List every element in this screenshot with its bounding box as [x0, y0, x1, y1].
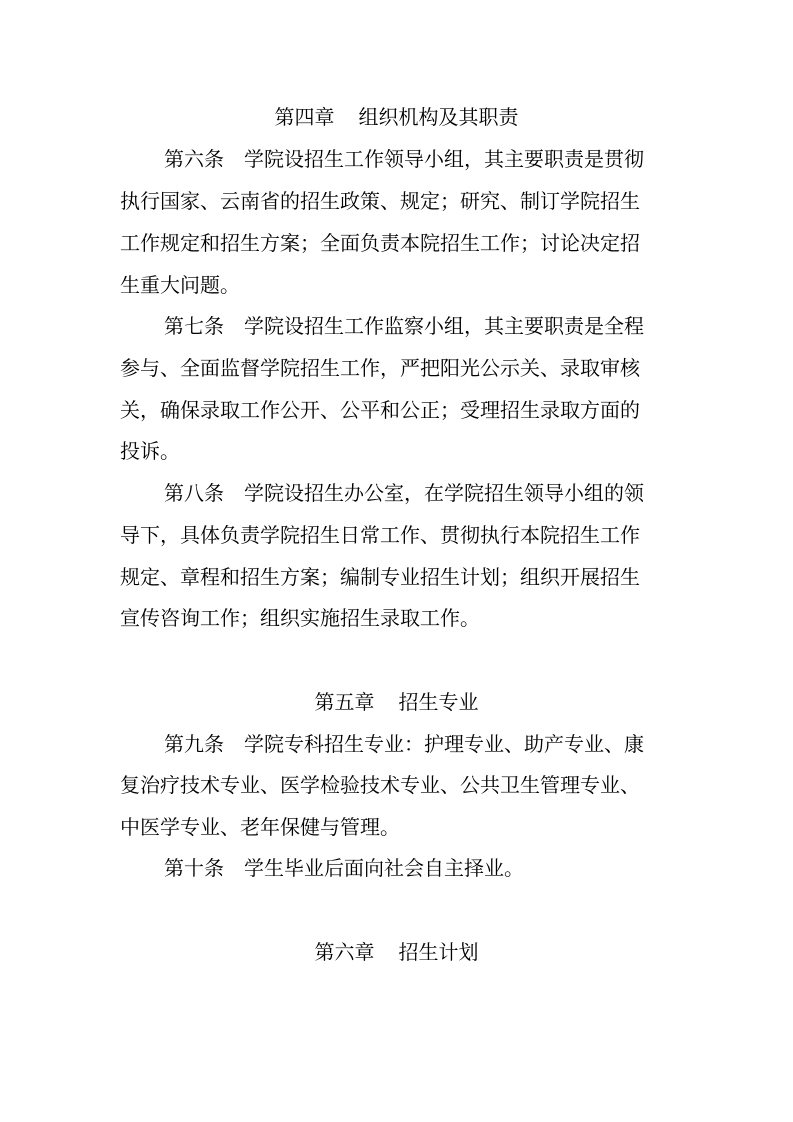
article-9-line-2: 复治疗技术专业、医学检验技术专业、公共卫生管理专业、 [120, 773, 640, 797]
article-8-line-2: 导下，具体负责学院招生日常工作、贯彻执行本院招生工作 [120, 523, 640, 547]
article-9-line-1: 第九条 学院专科招生专业：护理专业、助产专业、康 [164, 732, 644, 756]
chapter-4-title: 组织机构及其职责 [358, 105, 519, 129]
chapter-6-title: 招生计划 [398, 940, 479, 964]
article-6-line-3: 工作规定和招生方案；全面负责本院招生工作；讨论决定招 [120, 231, 640, 255]
article-8-line-1: 第八条 学院设招生办公室，在学院招生领导小组的领 [164, 481, 644, 505]
chapter-4-number: 第四章 [274, 105, 335, 129]
article-6-line-1: 第六条 学院设招生工作领导小组，其主要职责是贯彻 [164, 147, 644, 171]
article-7-line-3: 关，确保录取工作公开、公平和公正；受理招生录取方面的 [120, 398, 640, 422]
chapter-5-heading [0, 690, 793, 714]
article-9-line-3: 中医学专业、老年保健与管理。 [120, 815, 400, 839]
article-6-line-2: 执行国家、云南省的招生政策、规定；研究、制订学院招生 [120, 189, 640, 213]
chapter-6-number: 第六章 [314, 940, 375, 964]
article-7-line-2: 参与、全面监督学院招生工作，严把阳光公示关、录取审核 [120, 356, 640, 380]
chapter-6-heading [0, 940, 793, 964]
chapter-4-heading [0, 105, 793, 129]
article-10-line-1: 第十条 学生毕业后面向社会自主择业。 [164, 856, 524, 880]
article-7-line-4: 投诉。 [120, 439, 180, 463]
chapter-5-title: 招生专业 [398, 690, 479, 714]
chapter-5-number: 第五章 [314, 690, 375, 714]
article-6-line-4: 生重大问题。 [120, 273, 240, 297]
article-7-line-1: 第七条 学院设招生工作监察小组，其主要职责是全程 [164, 314, 644, 338]
article-8-line-3: 规定、章程和招生方案；编制专业招生计划；组织开展招生 [120, 565, 640, 589]
article-8-line-4: 宣传咨询工作；组织实施招生录取工作。 [120, 606, 480, 630]
